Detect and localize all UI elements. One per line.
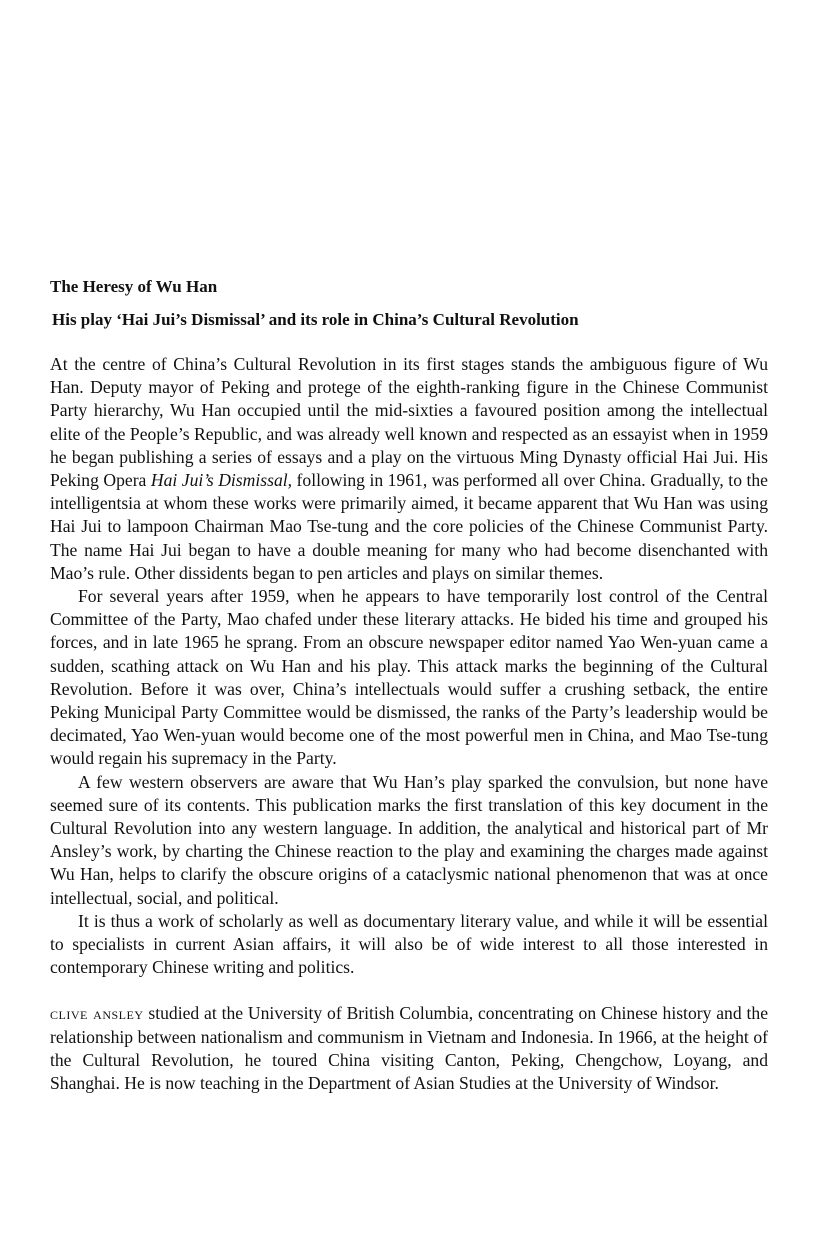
book-jacket-text [50,276,768,1095]
description-paragraph-1-start: At the centre of China’s Cultural Revolution in its first stages stands the ambiguous figure of Wu Han. Deputy mayor of Peking and protege of the eighth-ranking figure in the Chinese Communist Party hierarchy, Wu Han occupied until the mid-sixties a favoured position among the intellectual elite of the People’s Republic, and was already well known and respected as an essayist when in 1959 he began publishing a series of essays and a play on the virtuous Ming Dynasty official Hai Jui. His Peking Opera [50,354,768,491]
description-paragraph-1 [50,353,768,585]
author-name: clive ansley [50,1003,144,1024]
description-paragraph-2: For several years after 1959, when he appears to have temporarily lost control of the Central Committee of the Party, Mao chafed under these literary attacks. He bided his time and grouped his forces, and in late 1965 he sprang. From an obscure newspaper editor named Yao Wen-yuan came a sudden, scathing attack on Wu Han and his play. This attack marks the beginning of the Cultural Revolution. Before it was over, China’s intellectuals would suffer a crushing setback, the entire Peking Municipal Party Committee would be dismissed, the ranks of the Party’s leadership would be decimated, Yao Wen-yuan would become one of the most powerful men in China, and Mao Tse-tung would regain his supremacy in the Party. [50,586,768,769]
play-title-italic: Hai Jui’s Dismissal, [150,470,293,491]
author-bio-text: studied at the University of British Columbia, concentrating on Chinese history and the relationship between nationalism and communism in Vietnam and Indonesia. In 1966, at the height of the Cultural Revolution, he toured China visiting Canton, Peking, Chengchow, Loyang, and Shanghai. He is now teaching in the Department of Asian Studies at the University of Windsor. [50,1003,768,1094]
book-description [50,353,768,979]
description-paragraph-3: A few western observers are aware that Wu Han’s play sparked the convulsion, but none have seemed sure of its contents. This publication marks the first translation of this key document in the Cultural Revolution into any western language. In addition, the analytical and historical part of Mr Ansley’s work, by charting the Chinese reaction to the play and examining the charges made against Wu Han, helps to clarify the obscure origins of a cataclysmic national phenomenon that was at once intellectual, social, and political. [50,771,768,908]
description-paragraph-4: It is thus a work of scholarly as well as documentary literary value, and while it will be essential to specialists in current Asian affairs, it will also be of wide interest to all those interested in contemporary Chinese writing and politics. [50,910,768,978]
author-bio [50,1002,768,1095]
description-paragraph-1-end: following in 1961, was performed all over China. Gradually, to the intelligentsia at whom these works were primarily aimed, it became apparent that Wu Han was using Hai Jui to lampoon Chairman Mao Tse-tung and the core policies of the Chinese Communist Party. The name Hai Jui began to have a double meaning for many who had become disenchanted with Mao’s rule. Other dissidents began to pen articles and plays on similar themes. [50,470,768,583]
book-subtitle: His play ‘Hai Jui’s Dismissal’ and its role in China’s Cultural Revolution [52,310,579,329]
book-title: The Heresy of Wu Han [50,277,218,296]
author-bio-paragraph [50,1002,768,1095]
